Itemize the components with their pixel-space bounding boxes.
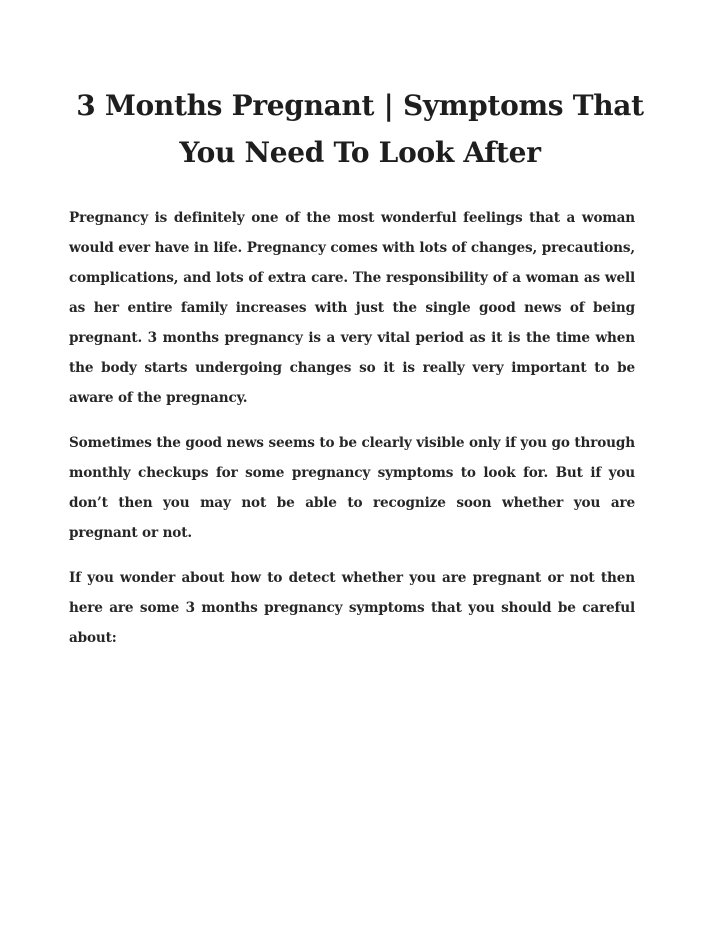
article-body xyxy=(69,203,635,668)
page-title: 3 Months Pregnant | Symptoms That You Need To Look After xyxy=(76,89,644,169)
paragraph-checkups: Sometimes the good news seems to be clearly visible only if you go through monthly checkups for some pregnancy symptoms to look for. But if you don’t then you may not be able to recognize soon whether you are pregnant or not. xyxy=(69,435,635,541)
paragraph-intro: Pregnancy is definitely one of the most wonderful feelings that a woman would ever have in life. Pregnancy comes with lots of changes, precautions, complications, and lots of extra care. The responsibility of a woman as well as her entire family increases with just the single good news of being pregnant. 3 months pregnancy is a very vital period as it is the time when the body starts undergoing changes so it is really very important to be aware of the pregnancy. xyxy=(69,210,635,406)
paragraph-symptoms-lead: If you wonder about how to detect whether you are pregnant or not then here are some 3 months pregnancy symptoms that you should be careful about: xyxy=(69,570,635,646)
